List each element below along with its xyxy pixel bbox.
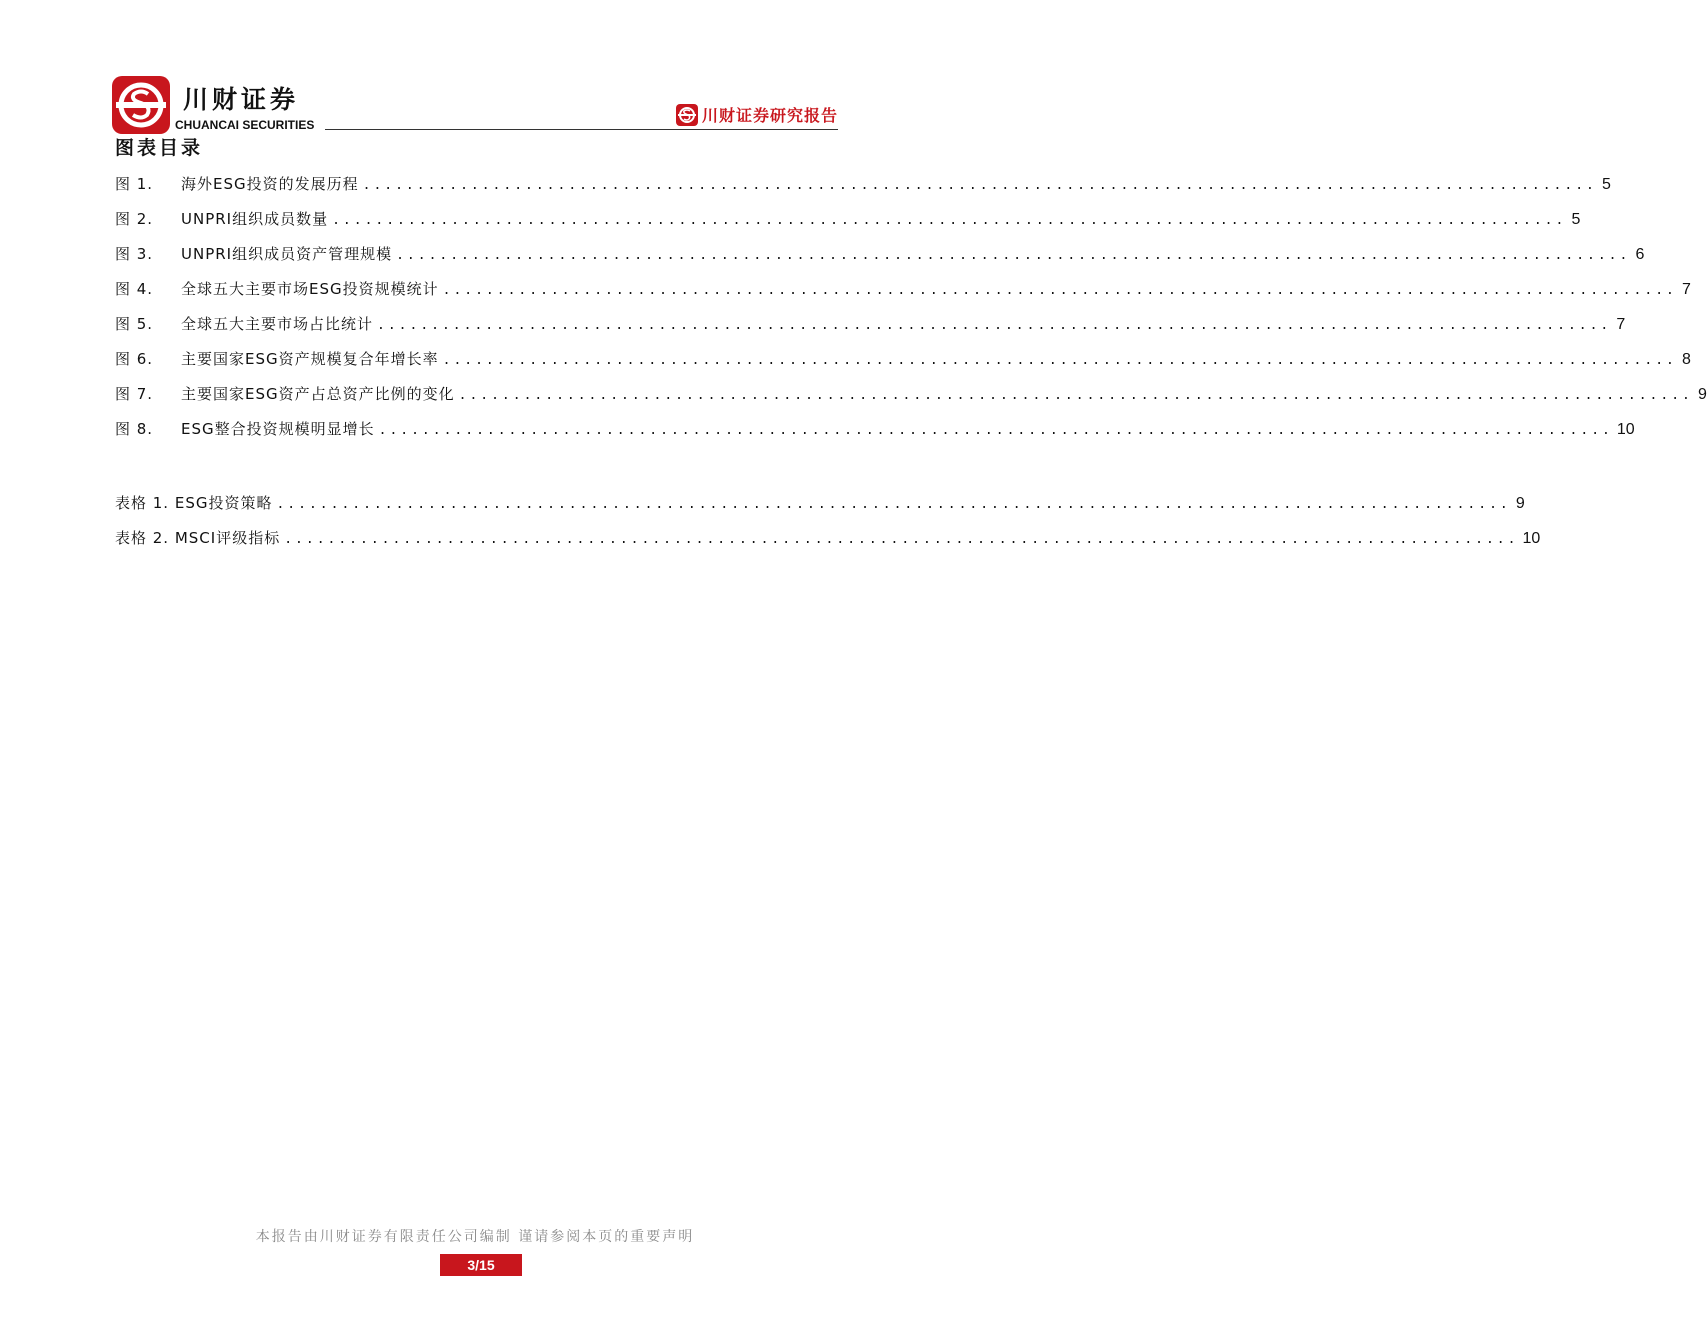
toc-page-number: 7	[1616, 316, 1626, 333]
toc-page-number: 10	[1616, 421, 1635, 438]
toc-table-title: 表格 1. ESG投资策略	[115, 494, 273, 512]
report-tag-text: 川财证券研究报告	[701, 106, 838, 125]
toc-leader-dots: ..................................................................................................................	[276, 497, 1511, 512]
toc-page-number: 8	[1681, 351, 1691, 368]
toc-table-title: 表格 2. MSCI评级指标	[115, 529, 281, 547]
toc-figure-number: 图 3.	[115, 245, 154, 263]
toc-figure-number: 图 6.	[115, 350, 154, 368]
page-number-badge: 3/15	[440, 1254, 522, 1276]
toc-figure-number: 图 1.	[115, 175, 154, 193]
toc-entry-figure-5[interactable]	[115, 307, 1626, 342]
toc-page-number: 5	[1601, 176, 1611, 193]
brand-name-en: CHUANCAI SECURITIES	[175, 118, 315, 132]
report-tag	[676, 103, 838, 126]
table-list	[115, 486, 1541, 556]
chuancai-small-logo-icon	[676, 104, 698, 126]
toc-figure-title: UNPRI组织成员资产管理规模	[181, 245, 393, 263]
toc-figure-title: 全球五大主要市场占比统计	[181, 315, 374, 333]
toc-entry-figure-3[interactable]	[115, 237, 1645, 272]
toc-leader-dots: ..................................................................................................................	[396, 248, 1631, 263]
figure-list	[115, 167, 1707, 447]
toc-figure-title: 海外ESG投资的发展历程	[181, 175, 359, 193]
toc-entry-figure-7[interactable]	[115, 377, 1707, 412]
toc-title: 图表目录	[115, 137, 204, 159]
toc-entry-label	[115, 237, 392, 272]
toc-figure-title: UNPRI组织成员数量	[181, 210, 329, 228]
chuancai-logo-icon	[112, 76, 170, 134]
toc-figure-number: 图 5.	[115, 315, 154, 333]
toc-entry-label	[115, 342, 439, 377]
toc-leader-dots: ..................................................................................................................	[378, 423, 1613, 438]
toc-entry-label	[115, 307, 373, 342]
toc-page-number: 9	[1515, 495, 1525, 512]
toc-entry-figure-4[interactable]	[115, 272, 1691, 307]
toc-figure-title: 主要国家ESG资产占总资产比例的变化	[181, 385, 455, 403]
toc-figure-title: 全球五大主要市场ESG投资规模统计	[181, 280, 439, 298]
toc-entry-label	[115, 272, 439, 307]
toc-figure-number: 图 4.	[115, 280, 154, 298]
toc-entry-figure-6[interactable]	[115, 342, 1691, 377]
toc-entry-label	[115, 167, 359, 202]
toc-entry-figure-2[interactable]	[115, 202, 1581, 237]
toc-page-number: 9	[1697, 386, 1707, 403]
toc-entry-label	[115, 377, 455, 412]
toc-page-number: 7	[1681, 281, 1691, 298]
toc-leader-dots: ..................................................................................................................	[442, 283, 1677, 298]
toc-leader-dots: ..................................................................................................................	[458, 388, 1693, 403]
toc-leader-dots: ..................................................................................................................	[362, 178, 1597, 193]
toc-entry-figure-1[interactable]	[115, 167, 1611, 202]
toc-entry-label	[115, 412, 375, 447]
toc-entry-table-2[interactable]	[115, 521, 1541, 556]
toc-entry-label	[115, 202, 328, 237]
toc-figure-title: 主要国家ESG资产规模复合年增长率	[181, 350, 439, 368]
toc-page-number: 6	[1635, 246, 1645, 263]
toc-leader-dots: ..................................................................................................................	[284, 532, 1519, 547]
toc-leader-dots: ..................................................................................................................	[377, 318, 1612, 333]
toc-entry-table-1[interactable]	[115, 486, 1525, 521]
toc-page-number: 10	[1522, 530, 1541, 547]
toc-figure-number: 图 7.	[115, 385, 154, 403]
footer-disclaimer: 本报告由川财证券有限责任公司编制 谨请参阅本页的重要声明	[255, 1229, 695, 1245]
brand-name-cn: 川财证券	[183, 85, 300, 114]
toc-leader-dots: ..................................................................................................................	[332, 213, 1567, 228]
toc-page-number: 5	[1571, 211, 1581, 228]
toc-leader-dots: ..................................................................................................................	[442, 353, 1677, 368]
toc-entry-figure-8[interactable]	[115, 412, 1635, 447]
toc-figure-number: 图 2.	[115, 210, 154, 228]
toc-figure-title: ESG整合投资规模明显增长	[181, 420, 375, 438]
header-divider	[325, 129, 838, 130]
toc-figure-number: 图 8.	[115, 420, 154, 438]
